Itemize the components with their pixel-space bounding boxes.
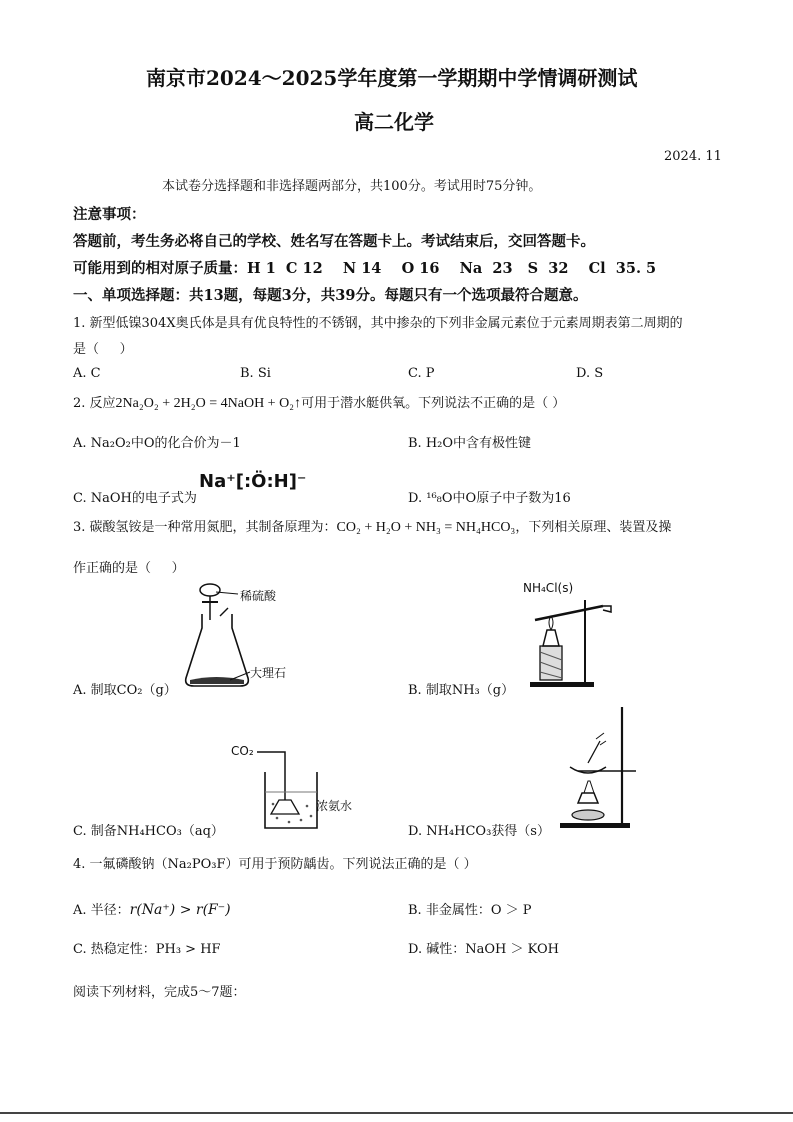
q1-stem: 1. 新型低镍304X奥氏体是具有优良特性的不锈钢，其中掺杂的下列非金属元素位于元素周期表第二周期的	[73, 316, 683, 331]
q4-option-d: D. 碱性：NaOH ＞ KOH	[408, 942, 559, 957]
apparatus-c-figure	[255, 742, 335, 834]
q2-b-formula: H₂O	[425, 436, 454, 451]
q2-b-pre: B.	[408, 436, 422, 451]
q4-stem-post: ）可用于预防龋齿。下列说法正确的是（ ）	[225, 857, 477, 872]
q2-a-pre: A.	[73, 436, 87, 451]
q3-option-c: C. 制备NH₄HCO₃（aq）	[73, 824, 224, 839]
q2-c-text: C. NaOH的电子式为	[73, 491, 197, 506]
fig-a-acid-label: 稀硫酸	[240, 589, 277, 603]
q2-b-post: 中含有极性键	[453, 436, 532, 451]
q3-equation: CO₂ + H₂O + NH₃ = NH₄HCO₃	[336, 520, 516, 535]
q3-stem-cont: 作正确的是（ ）	[73, 561, 185, 576]
q2-option-b	[408, 432, 531, 451]
q1-option-b: B. Si	[240, 366, 271, 381]
q2-stem-post: 可用于潜水艇供氧。下列说法不正确的是（ ）	[301, 396, 566, 411]
q1-option-d: D. S	[576, 366, 604, 381]
q4-a-pre: A. 半径：	[73, 903, 130, 918]
q3-option-b: B. 制取NH₃（g）	[408, 683, 515, 698]
q3-stem-post: ，下列相关原理、装置及操	[515, 520, 672, 535]
q2-stem	[73, 392, 565, 412]
q3-stem	[73, 516, 671, 536]
q4-option-c	[73, 938, 221, 957]
section-heading: 一、单项选择题：共13题，每题3分，共39分。每题只有一个选项最符合题意。	[73, 287, 588, 304]
fig-c-gas-label: CO₂	[231, 744, 254, 758]
q4-stem	[73, 853, 477, 872]
q4-option-b: B. 非金属性：O ＞ P	[408, 903, 532, 918]
q4-option-a	[73, 899, 231, 918]
q4-stem-formula: Na₂PO₃F	[167, 857, 226, 872]
q4-a-formula: r(Na⁺) > r(F⁻)	[129, 902, 231, 918]
q2-option-d	[408, 487, 571, 506]
atomic-masses: 可能用到的相对原子质量：H 1 C 12 N 14 O 16 Na 23 S 32 Cl 35. 5	[73, 260, 657, 277]
q2-d-pre: D.	[408, 491, 423, 506]
reading-instruction: 阅读下列材料，完成5～7题：	[73, 985, 246, 1000]
q2-d-post: 中O原子中子数为16	[452, 491, 571, 506]
q2-option-a	[73, 432, 241, 451]
apparatus-b-figure	[525, 590, 615, 690]
q2-a-post: 中O的化合价为－1	[130, 436, 241, 451]
exam-title: 南京市2024～2025学年度第一学期期中学情调研测试	[146, 66, 638, 90]
exam-date: 2024. 11	[664, 149, 722, 164]
fig-b-reagent-label: NH₄Cl(s)	[523, 581, 574, 595]
q3-stem-pre: 3. 碳酸氢铵是一种常用氮肥，其制备原理为：	[73, 520, 337, 535]
fig-c-liquid-label: 浓氨水	[316, 799, 353, 813]
q2-a-formula: Na₂O₂	[90, 436, 131, 451]
q4-c-pre: C. 热稳定性：	[73, 942, 156, 957]
apparatus-d-figure	[560, 705, 640, 830]
page-bottom-rule	[0, 1112, 793, 1114]
q1-option-a: A. C	[73, 366, 101, 381]
fig-a-solid-label: 大理石	[250, 666, 287, 680]
exam-intro: 本试卷分选择题和非选择题两部分，共100分。考试用时75分钟。	[162, 179, 542, 194]
q2-d-formula: ¹⁶₈O	[426, 491, 453, 506]
q2-equation: 2Na₂O₂ + 2H₂O = 4NaOH + O₂↑	[115, 396, 302, 411]
electron-formula-naoh: Na⁺[:Ö:H]⁻	[199, 471, 307, 492]
q3-option-a: A. 制取CO₂（g）	[73, 683, 177, 698]
notes-heading: 注意事项：	[73, 206, 146, 223]
q2-option-c	[73, 487, 197, 506]
q1-stem-cont: 是（ ）	[73, 342, 133, 357]
q2-stem-pre: 2. 反应	[73, 396, 116, 411]
q4-c-formula: PH₃ > HF	[155, 942, 221, 957]
q3-option-d: D. NH₄HCO₃获得（s）	[408, 824, 550, 839]
q1-option-c: C. P	[408, 366, 435, 381]
subject-title: 高二化学	[354, 110, 434, 134]
q4-stem-pre: 4. 一氟磷酸钠（	[73, 857, 168, 872]
notes-line: 答题前，考生务必将自己的学校、姓名写在答题卡上。考试结束后，交回答题卡。	[73, 233, 595, 250]
